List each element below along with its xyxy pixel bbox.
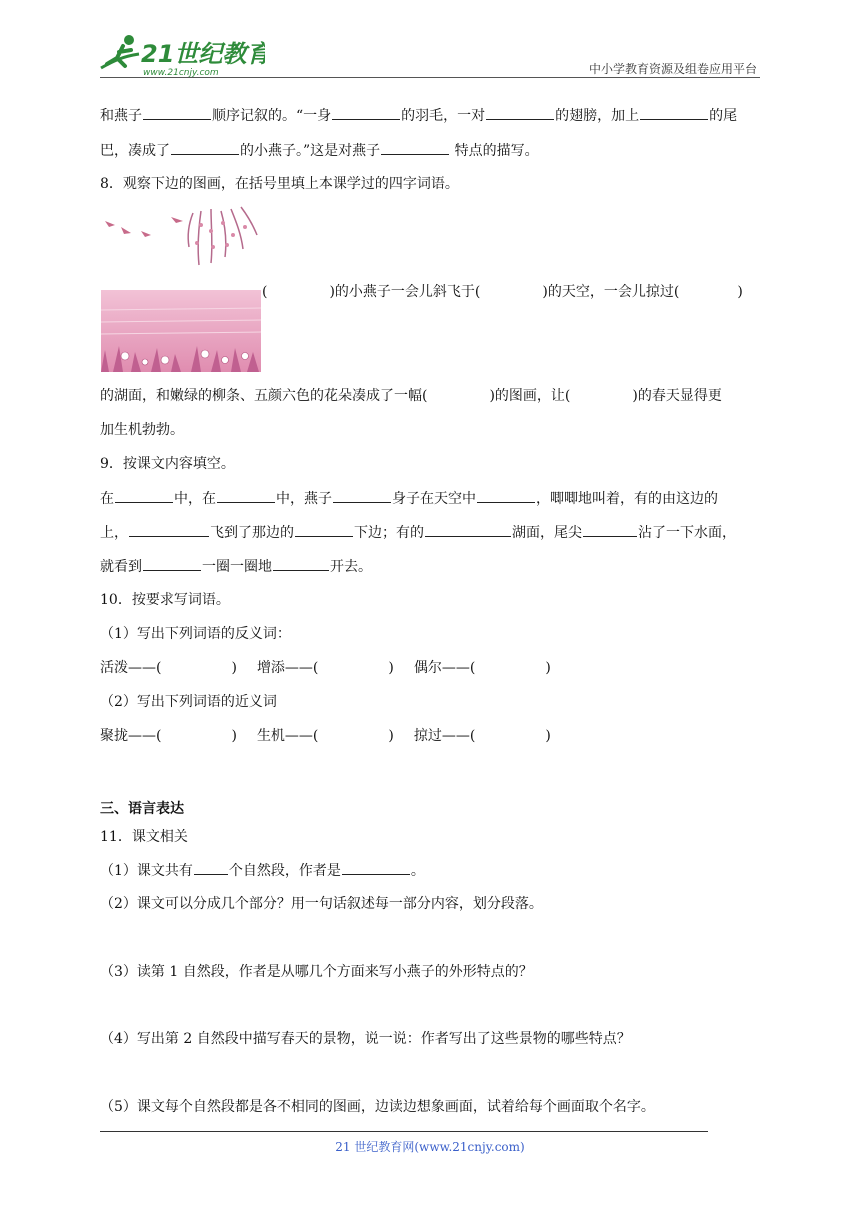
q11-title: 11．课文相关 (100, 829, 188, 845)
q11-sub-4: （4）写出第 2 自然段中描写春天的景物，说一说：作者写出了这些景物的哪些特点？ (100, 1031, 631, 1047)
q11-sub-1: （1）课文共有 个自然段，作者是 。 (100, 860, 425, 881)
q9-line-1: 在 中，在 中，燕子 身子在天空中 ，唧唧地叫着，有的由这边的 (100, 488, 718, 509)
blank[interactable] (143, 105, 211, 120)
q8-line-3: 加生机勃勃。 (100, 422, 184, 438)
q11-sub-3: （3）读第 1 自然段，作者是从哪几个方面来写小燕子的外形特点的？ (100, 964, 533, 980)
logo-url: www.21cnjy.com (143, 68, 219, 78)
q7-line-1: 和燕子 顺序记叙的。“一身 的羽毛，一对 的翅膀，加上 的尾 (100, 105, 737, 126)
blank[interactable] (332, 105, 400, 120)
blank[interactable] (171, 140, 239, 155)
q10-antonyms: 活泼——( ) 增添——( ) 偶尔——( ) (100, 660, 551, 676)
q7-line-2: 巴，凑成了 的小燕子。”这是对燕子 特点的描写。 (100, 140, 539, 161)
q9-line-2: 上， 飞到了那边的 下边；有的 湖面，尾尖 沾了一下水面， (100, 522, 736, 543)
logo-text: 21世纪教育 (141, 40, 265, 68)
footer-link[interactable]: 21 世纪教育网(www.21cnjy.com) (335, 1140, 525, 1154)
blank[interactable] (342, 860, 410, 875)
swallows-willow-image (101, 205, 261, 271)
q9-line-3: 就看到 一圈一圈地 开去。 (100, 556, 372, 577)
lake-flowers-image (101, 290, 261, 372)
q8-line-2: 的湖面，和嫩绿的柳条、五颜六色的花朵凑成了一幅( )的图画，让( )的春天显得更 (100, 388, 722, 404)
q10-sub-2: （2）写出下列词语的近义词 (100, 694, 277, 710)
blank[interactable] (381, 140, 449, 155)
q8-line-1: ( )的小燕子一会儿斜飞于( )的天空，一会儿掠过( ) (262, 284, 743, 300)
q10-synonyms: 聚拢——( ) 生机——( ) 掠过——( ) (100, 728, 551, 744)
blank[interactable] (273, 556, 329, 571)
site-logo (95, 30, 265, 78)
blank[interactable] (143, 556, 201, 571)
blank[interactable] (640, 105, 708, 120)
section-3-title: 三、语言表达 (100, 801, 184, 817)
platform-title: 中小学教育资源及组卷应用平台 (588, 62, 757, 76)
blank[interactable] (486, 105, 554, 120)
blank[interactable] (115, 488, 173, 503)
q10-title: 10．按要求写词语。 (100, 592, 230, 608)
blank[interactable] (217, 488, 275, 503)
blank[interactable] (583, 522, 637, 537)
blank[interactable] (295, 522, 353, 537)
q9-title: 9．按课文内容填空。 (100, 456, 235, 472)
q10-sub-1: （1）写出下列词语的反义词： (100, 626, 291, 642)
header-divider (100, 77, 760, 78)
q8-title: 8．观察下边的图画，在括号里填上本课学过的四字词语。 (100, 176, 459, 192)
blank[interactable] (333, 488, 391, 503)
q11-sub-2: （2）课文可以分成几个部分？用一句话叙述每一部分内容，划分段落。 (100, 896, 543, 912)
blank[interactable] (194, 860, 228, 875)
blank[interactable] (477, 488, 535, 503)
blank[interactable] (129, 522, 209, 537)
blank[interactable] (425, 522, 511, 537)
q11-sub-5: （5）课文每个自然段都是各不相同的图画，边读边想象画面，试着给每个画面取个名字。 (100, 1099, 655, 1115)
footer-divider (100, 1131, 708, 1132)
